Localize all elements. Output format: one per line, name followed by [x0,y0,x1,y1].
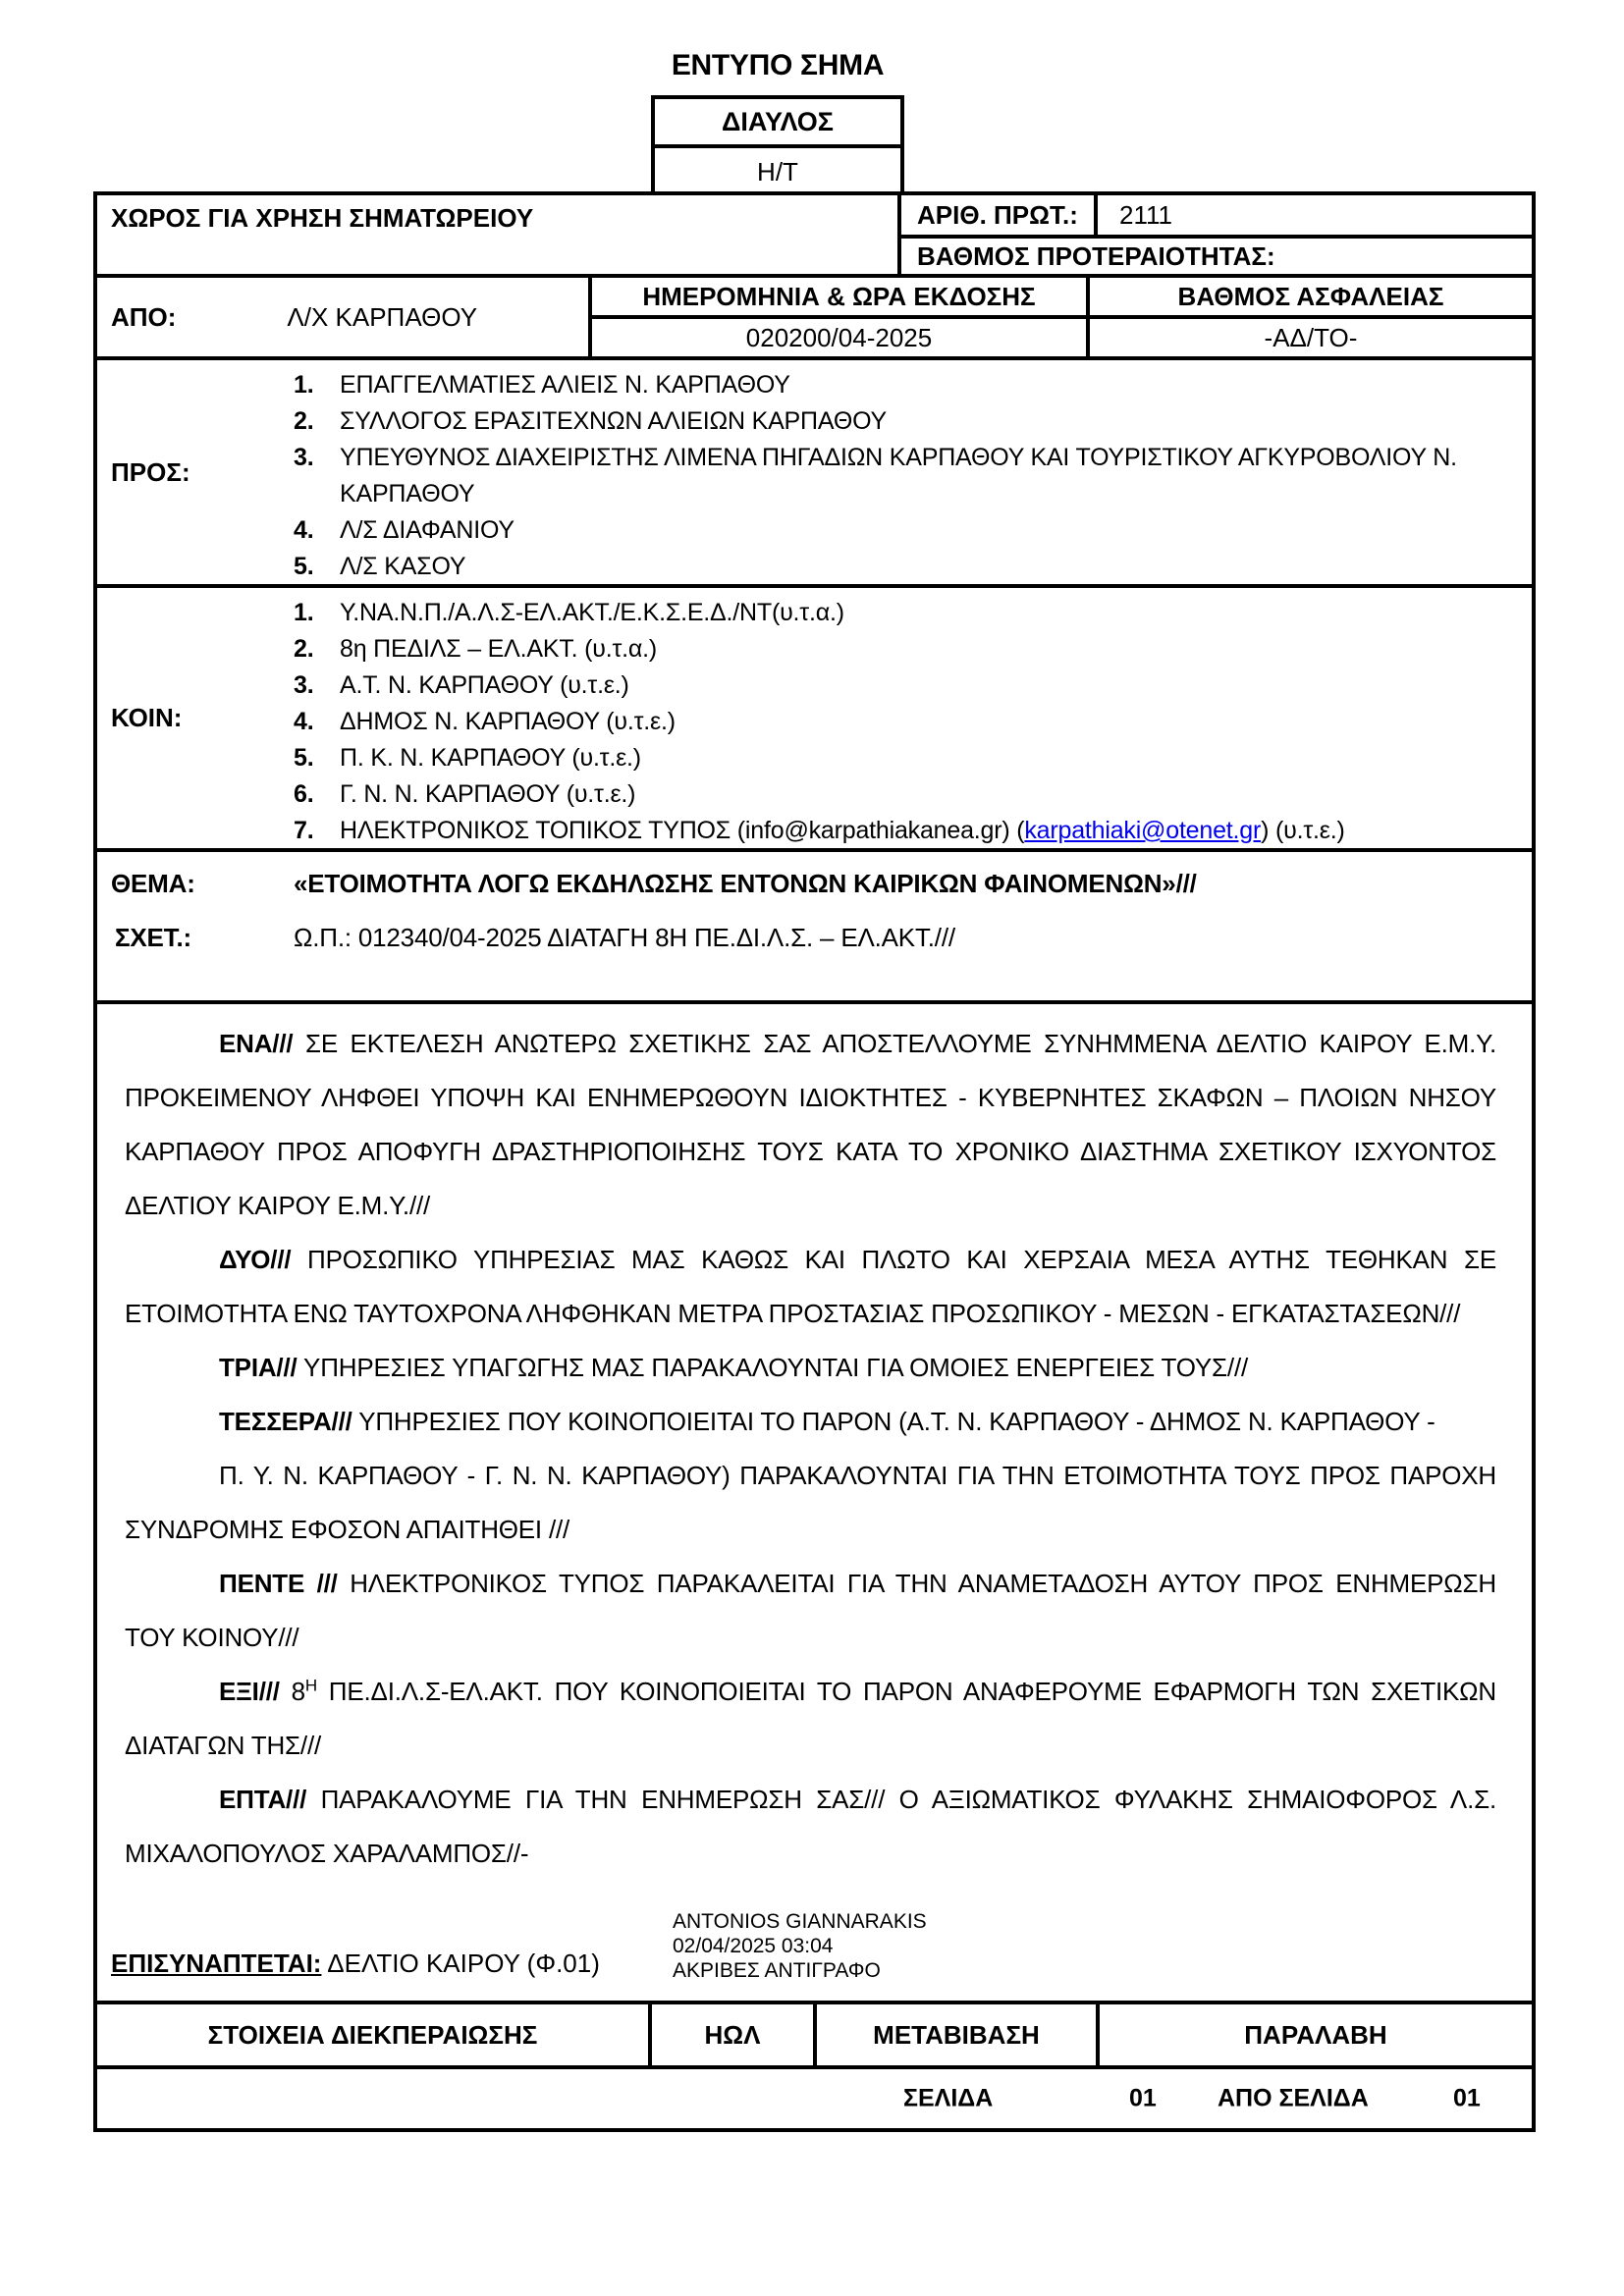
list-number: 1. [294,371,314,399]
security-label: ΒΑΘΜΟΣ ΑΣΦΑΛΕΙΑΣ [1090,278,1532,319]
attachment-value-text: ΔΕΛΤΙΟ ΚΑΙΡΟΥ (Φ.01) [327,1949,600,1978]
header-row-from [97,274,1532,356]
body-paragraph [125,1557,1496,1665]
list-item [294,367,1532,403]
reference-value: Ω.Π.: 012340/04-2025 ΔΙΑΤΑΓΗ 8Η ΠΕ.ΔΙ.Λ.Σ. – ΕΛ.ΑΚΤ./// [294,923,955,952]
list-item-text: Λ/Σ ΚΑΣΟΥ [340,553,466,580]
datetime-value: 020200/04-2025 [745,322,933,352]
body-paragraph [125,1233,1496,1341]
list-number: 5. [294,744,314,772]
body-paragraphs [125,1017,1496,1881]
signature-datetime: 02/04/2025 03:04 [673,1935,834,1957]
from-value: Λ/Χ ΚΑΡΠΑΘΟΥ [287,301,478,332]
paragraph-text: Η [304,1676,317,1695]
paragraph-text: 8 [279,1677,305,1706]
paragraph-text: ΠΑΡΑΚΑΛΟΥΜΕ ΓΙΑ ΤΗΝ ΕΝΗΜΕΡΩΣΗ ΣΑΣ/// Ο ΑΞΙΩΜΑΤΙΚΟΣ ΦΥΛΑΚΗΣ ΣΗΜΑΙΟΦΟΡΟΣ Λ.Σ. ΜΙΧΑΛΟΠΟΥΛΟΣ ΧΑΡΑΛΑΜΠΟΣ//- [125,1785,1496,1868]
message-body [97,1000,1532,2001]
security-value: -ΑΔ/ΤΟ- [1264,322,1358,352]
footer-header-receive: ΠΑΡΑΛΑΒΗ [1244,2019,1387,2050]
list-number: 6. [294,780,314,808]
list-item-text: ΕΠΑΓΓΕΛΜΑΤΙΕΣ ΑΛΙΕΙΣ Ν. ΚΑΡΠΑΘΟΥ [340,371,790,399]
list-item [294,667,1532,704]
cc-row [97,584,1532,848]
page-label: ΣΕΛΙΔΑ [903,2084,994,2112]
datetime-column [592,278,1090,356]
footer-page-row [97,2065,1532,2128]
list-number: 4. [294,708,314,735]
protocol-value: 2111 [1119,199,1172,230]
body-paragraph [125,1017,1496,1233]
signature-name: ANTONIOS GIANNARAKIS [673,1910,927,1933]
paragraph-text: ΥΠΗΡΕΣΙΕΣ ΠΟΥ ΚΟΙΝΟΠΟΙΕΙΤΑΙ ΤΟ ΠΑΡΟΝ (Α.Τ. Ν. ΚΑΡΠΑΘΟΥ - ΔΗΜΟΣ Ν. ΚΑΡΠΑΘΟΥ - [352,1407,1435,1436]
signal-form-table [93,191,1536,2132]
of-page-label: ΑΠΟ ΣΕΛΙΔΑ [1218,2084,1369,2112]
body-paragraph [125,1665,1496,1773]
recipients-list [294,360,1532,584]
list-item-text: ΥΠΕΥΘΥΝΟΣ ΔΙΑΧΕΙΡΙΣΤΗΣ ΛΙΜΕΝΑ ΠΗΓΑΔΙΩΝ ΚΑΡΠΑΘΟΥ ΚΑΙ ΤΟΥΡΙΣΤΙΚΟΥ ΑΓΚΥΡΟΒΟΛΙΟΥ Ν. ΚΑΡΠΑΘΟΥ [340,444,1457,507]
list-item [294,403,1532,440]
list-item-text: Π. Κ. Ν. ΚΑΡΠΑΘΟΥ (υ.τ.ε.) [340,744,641,772]
from-cell [97,278,592,356]
list-item-text: ΗΛΕΚΤΡΟΝΙΚΟΣ ΤΟΠΙΚΟΣ ΤΥΠΟΣ (info@karpathiakanea.gr) (karpathiaki@otenet.gr) (υ.τ.ε.) [340,817,1345,844]
signature-block [673,1909,927,1983]
paragraph-text: ΗΛΕΚΤΡΟΝΙΚΟΣ ΤΥΠΟΣ ΠΑΡΑΚΑΛΕΙΤΑΙ ΓΙΑ ΤΗΝ ΑΝΑΜΕΤΑΔΟΣΗ ΑΥΤΟΥ ΠΡΟΣ ΕΝΗΜΕΡΩΣΗ ΤΟΥ ΚΟΙΝΟΥ/// [125,1569,1496,1652]
form-title: ΕΝΤΥΠΟ ΣΗΜΑ [671,49,885,81]
channel-box [651,95,904,195]
list-number: 3. [294,444,314,471]
subject-value: «ΕΤΟΙΜΟΤΗΤΑ ΛΟΓΩ ΕΚΔΗΛΩΣΗΣ ΕΝΤΟΝΩΝ ΚΑΙΡΙΚΩΝ ΦΑΙΝΟΜΕΝΩΝ»/// [294,869,1197,898]
reference-label: ΣΧΕΤ.: [115,923,191,952]
list-item-text: Γ. Ν. Ν. ΚΑΡΠΑΘΟΥ (υ.τ.ε.) [340,780,636,808]
list-item [294,595,1532,631]
list-item-text: Α.Τ. Ν. ΚΑΡΠΑΘΟΥ (υ.τ.ε.) [340,671,629,699]
subject-label: ΘΕΜΑ: [111,869,195,898]
page-number: 01 [1129,2084,1157,2112]
channel-medium-cell: Η/Τ [757,156,798,187]
signature-note: ΑΚΡΙΒΕΣ ΑΝΤΙΓΡΑΦΟ [673,1959,881,1982]
paragraph-lead: ΕΝΑ/// [219,1029,294,1058]
paragraph-text: Π. Υ. Ν. ΚΑΡΠΑΘΟΥ - Γ. Ν. Ν. ΚΑΡΠΑΘΟΥ) ΠΑΡΑΚΑΛΟΥΝΤΑΙ ΓΙΑ ΤΗΝ ΕΤΟΙΜΟΤΗΤΑ ΤΟΥΣ ΠΡΟΣ ΠΑΡΟΧΗ ΣΥΝΔΡΟΜΗΣ ΕΦΟΣΟΝ ΑΠΑΙΤΗΘΕΙ /// [125,1461,1496,1544]
paragraph-lead: ΤΕΣΣΕΡΑ/// [219,1407,352,1436]
attachment-label: ΕΠΙΣΥΝΑΠΤΕΤΑΙ: [111,1949,322,1978]
footer-header-row [97,2001,1532,2065]
priority-label: ΒΑΘΜΟΣ ΠΡΟΤΕΡΑΙΟΤΗΤΑΣ: [917,240,1275,271]
of-page-number: 01 [1453,2084,1481,2112]
header-row-top [97,195,1532,274]
paragraph-lead: ΕΞΙ/// [219,1677,280,1706]
list-number: 7. [294,817,314,844]
protocol-label: ΑΡΙΘ. ΠΡΩΤ.: [901,195,1098,235]
subject-line [97,866,1532,901]
list-number: 2. [294,407,314,435]
signal-area-cell: ΧΩΡΟΣ ΓΙΑ ΧΡΗΣΗ ΣΗΜΑΤΩΡΕΙΟΥ [97,195,901,274]
list-item [294,704,1532,740]
list-item [294,549,1532,585]
list-number: 2. [294,635,314,663]
paragraph-lead: ΔΥΟ/// [219,1245,292,1274]
body-paragraph [125,1449,1496,1557]
recipients-row [97,356,1532,584]
subject-row [97,848,1532,1000]
paragraph-lead: ΤΡΙΑ/// [219,1353,298,1382]
paragraph-lead: ΠΕΝΤΕ /// [219,1569,338,1598]
email-link[interactable]: karpathiaki@otenet.gr [1024,817,1262,844]
cc-list [294,588,1532,848]
list-number: 4. [294,516,314,544]
list-item [294,813,1532,849]
body-paragraph [125,1773,1496,1881]
list-number: 5. [294,553,314,580]
paragraph-text: ΥΠΗΡΕΣΙΕΣ ΥΠΑΓΩΓΗΣ ΜΑΣ ΠΑΡΑΚΑΛΟΥΝΤΑΙ ΓΙΑ ΟΜΟΙΕΣ ΕΝΕΡΓΕΙΕΣ ΤΟΥΣ/// [297,1353,1249,1382]
recipients-label: ΠΡΟΣ: [111,456,190,487]
paragraph-lead: ΕΠΤΑ/// [219,1785,307,1814]
footer-header-transmit: ΜΕΤΑΒΙΒΑΣΗ [817,2004,1100,2065]
body-paragraph [125,1395,1496,1449]
list-item [294,740,1532,776]
reference-line [97,920,1532,955]
cc-label: ΚΟΙΝ: [111,703,183,732]
list-number: 1. [294,599,314,626]
list-item-text: Λ/Σ ΔΙΑΦΑΝΙΟΥ [340,516,514,544]
datetime-label: ΗΜΕΡΟΜΗΝΙΑ & ΩΡΑ ΕΚΔΟΣΗΣ [592,278,1086,319]
footer-header-hol: ΗΩΛ [652,2004,817,2065]
list-item [294,512,1532,549]
list-item-text: ΔΗΜΟΣ Ν. ΚΑΡΠΑΘΟΥ (υ.τ.ε.) [340,708,676,735]
list-item [294,631,1532,667]
list-item-text: ΣΥΛΛΟΓΟΣ ΕΡΑΣΙΤΕΧΝΩΝ ΑΛΙΕΙΩΝ ΚΑΡΠΑΘΟΥ [340,407,887,435]
footer-header-dispatch: ΣΤΟΙΧΕΙΑ ΔΙΕΚΠΕΡΑΙΩΣΗΣ [97,2004,652,2065]
paragraph-text: ΣΕ ΕΚΤΕΛΕΣΗ ΑΝΩΤΕΡΩ ΣΧΕΤΙΚΗΣ ΣΑΣ ΑΠΟΣΤΕΛΛΟΥΜΕ ΣΥΝΗΜΜΕΝΑ ΔΕΛΤΙΟ ΚΑΙΡΟΥ Ε.Μ.Υ. ΠΡΟΚΕΙΜΕΝΟΥ ΛΗΦΘΕΙ ΥΠΟΨΗ ΚΑΙ ΕΝΗΜΕΡΩΘΟΥΝ ΙΔΙΟΚΤΗΤΕΣ - ΚΥΒΕΡΝΗΤΕΣ ΣΚΑΦΩΝ – ΠΛΟΙΩΝ ΝΗΣΟΥ ΚΑΡΠΑΘΟΥ ΠΡΟΣ ΑΠΟΦΥΓΗ ΔΡΑΣΤΗΡΙΟΠΟΙΗΣΗΣ ΤΟΥΣ ΚΑΤΑ ΤΟ ΧΡΟΝΙΚΟ ΔΙΑΣΤΗΜΑ ΣΧΕΤΙΚΟΥ ΙΣΧΥΟΝΤΟΣ ΔΕΛΤΙΟΥ ΚΑΙΡΟΥ Ε.Μ.Υ./// [125,1029,1496,1220]
channel-type-cell: ΔΙΑΥΛΟΣ [655,99,900,148]
paragraph-text: ΠΕ.ΔΙ.Λ.Σ-ΕΛ.ΑΚΤ. ΠΟΥ ΚΟΙΝΟΠΟΙΕΙΤΑΙ ΤΟ ΠΑΡΟΝ ΑΝΑΦΕΡΟΥΜΕ ΕΦΑΡΜΟΓΗ ΤΩΝ ΣΧΕΤΙΚΩΝ ΔΙΑΤΑΓΩΝ ΤΗΣ/// [125,1677,1496,1760]
list-item-text: 8η ΠΕΔΙΛΣ – ΕΛ.ΑΚΤ. (υ.τ.α.) [340,635,658,663]
list-item-text: Υ.ΝΑ.Ν.Π./Α.Λ.Σ-ΕΛ.ΑΚΤ./Ε.Κ.Σ.Ε.Δ./ΝΤ(υ.τ.α.) [340,599,844,626]
protocol-priority-column [901,195,1532,274]
paragraph-text: ΠΡΟΣΩΠΙΚΟ ΥΠΗΡΕΣΙΑΣ ΜΑΣ ΚΑΘΩΣ ΚΑΙ ΠΛΩΤΟ ΚΑΙ ΧΕΡΣΑΙΑ ΜΕΣΑ ΑΥΤΗΣ ΤΕΘΗΚΑΝ ΣΕ ΕΤΟΙΜΟΤΗΤΑ ΕΝΩ ΤΑΥΤΟΧΡΟΝΑ ΛΗΦΘΗΚΑΝ ΜΕΤΡΑ ΠΡΟΣΤΑΣΙΑΣ ΠΡΟΣΩΠΙΚΟΥ - ΜΕΣΩΝ - ΕΓΚΑΤΑΣΤΑΣΕΩΝ/// [125,1245,1496,1328]
from-label: ΑΠΟ: [111,301,177,332]
attachment-line [111,1949,600,1979]
list-item [294,776,1532,813]
security-column [1090,278,1532,356]
protocol-row [901,195,1532,239]
body-paragraph [125,1341,1496,1395]
list-number: 3. [294,671,314,699]
list-item [294,440,1532,512]
